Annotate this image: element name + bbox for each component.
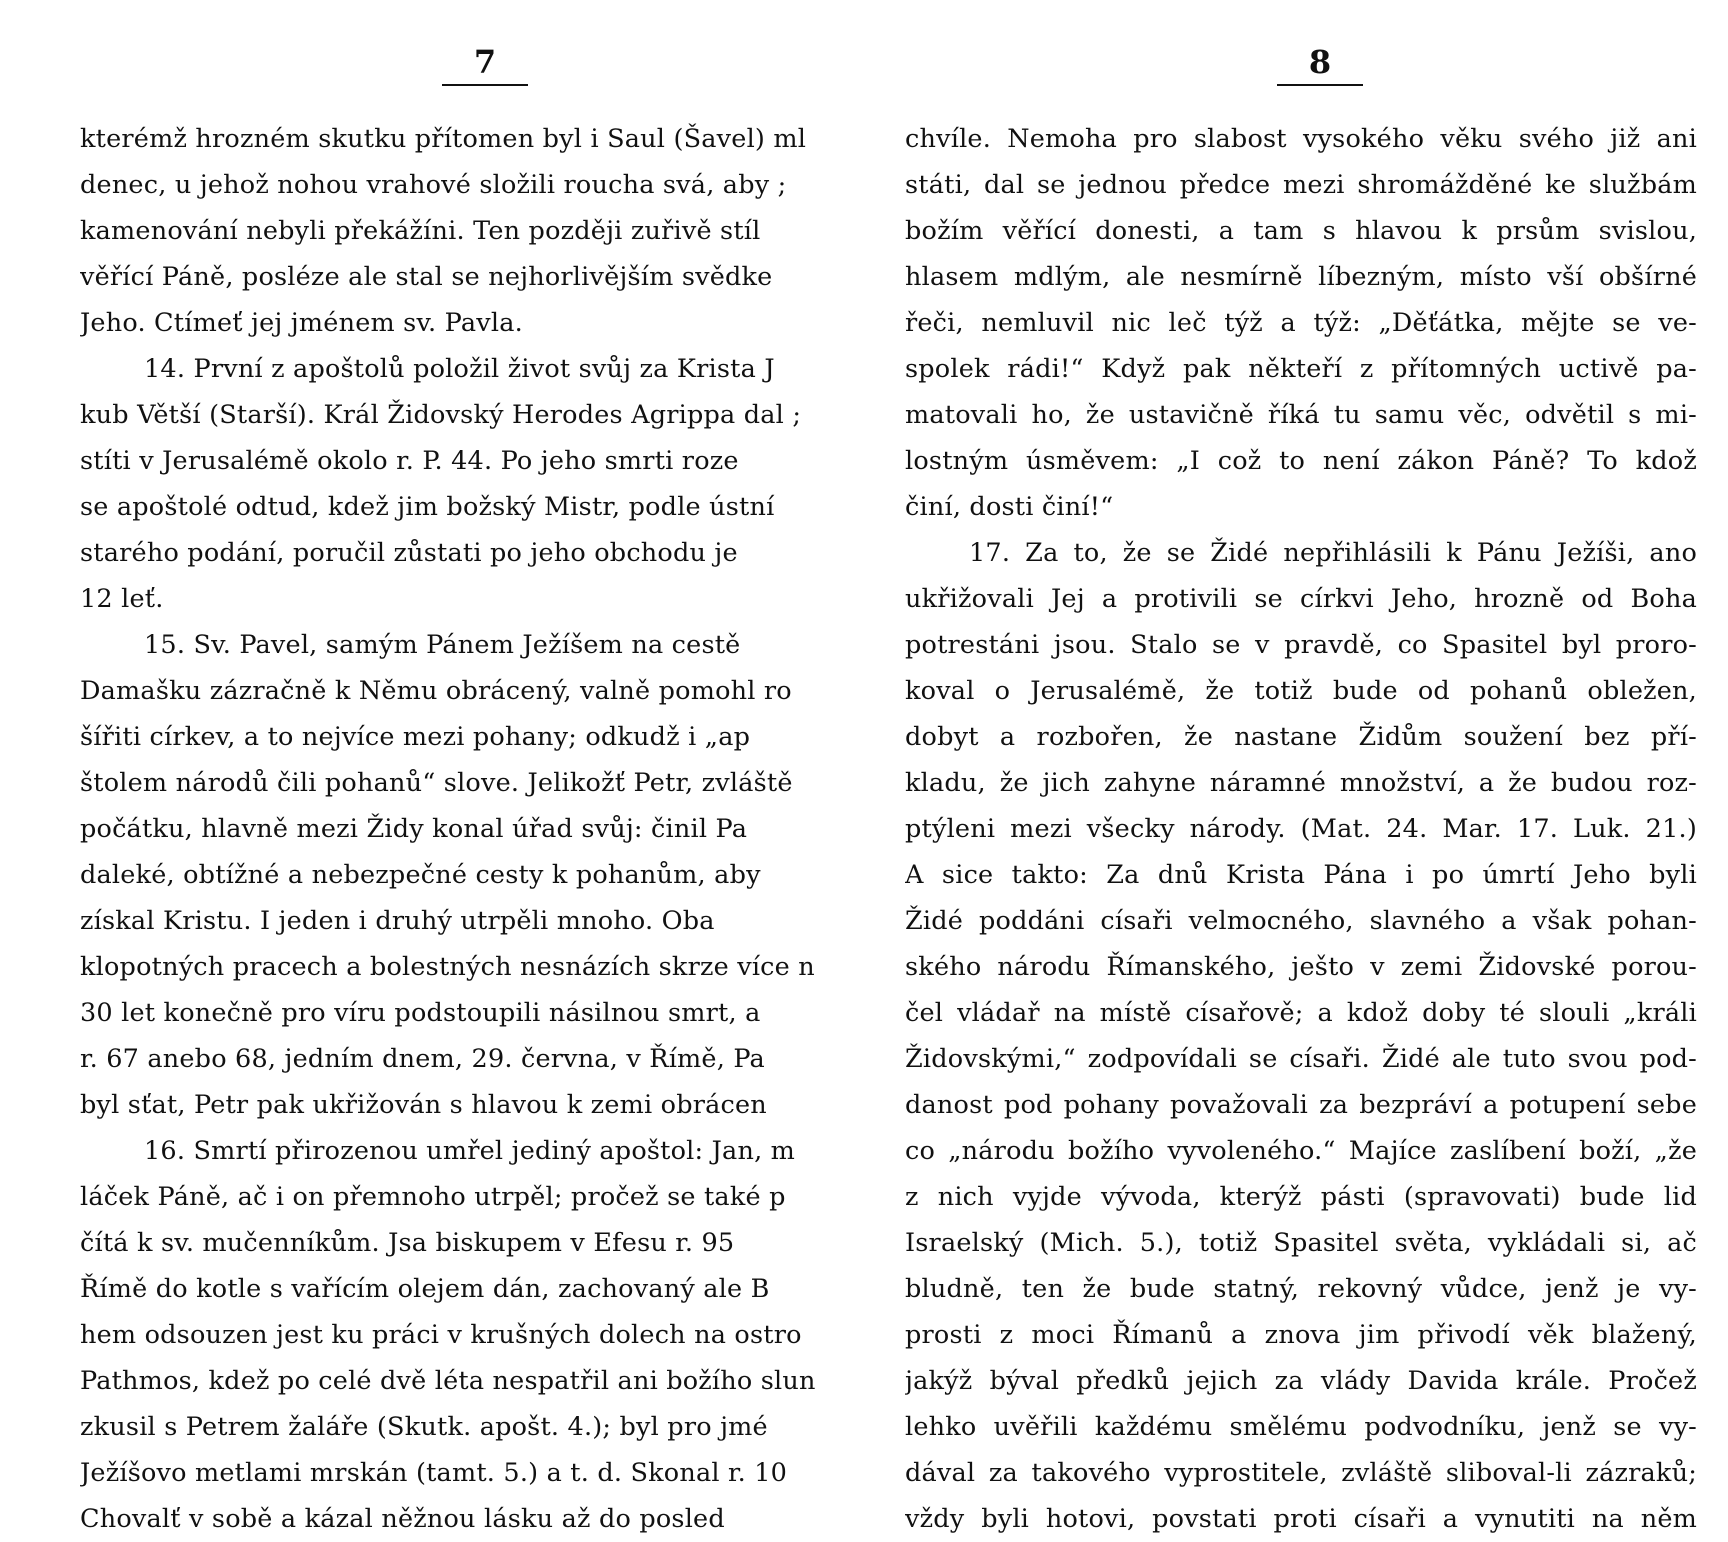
text-line: danost pod pohany považovali za bezpráví a potupení sebe [905,1090,1697,1120]
text-line: věřící Páně, posléze ale stal se nejhorlivějším svědke [80,262,773,292]
text-line: se apoštolé odtud, kdež jim božský Mistr, podle ústní [80,492,775,522]
text-line: z nich vyjde vývoda, kterýž pásti (spravovati) bude lid [905,1182,1697,1212]
text-column [80,116,840,1542]
paragraph-start-line: 15. Sv. Pavel, samým Pánem Ježíšem na cestě [144,630,741,660]
text-line: 30 let konečně pro víru podstoupili násilnou smrt, a [80,998,761,1028]
text-line: A sice takto: Za dnů Krista Pána i po úmrtí Jeho byli [905,860,1697,890]
text-line: kterémž hrozném skutku přítomen byl i Saul (Šavel) ml [80,124,807,154]
text-line: vždy byli hotovi, povstati proti císaři a vynutiti na něm [905,1504,1697,1534]
text-line: lehko uvěřili každému smělému podvodníku, jenž se vy- [905,1412,1697,1442]
text-line: daleké, obtížné a nebezpečné cesty k pohanům, aby [80,860,761,890]
text-line: co „národu božího vyvoleného.“ Majíce zaslíbení boží, „že [905,1136,1697,1166]
text-line: získal Kristu. I jeden i druhý utrpěli mnoho. Oba [80,906,715,936]
text-line: Židovskými,“ zodpovídali se císaři. Židé ale tuto svou pod- [905,1044,1697,1074]
text-line: Židé poddáni císaři velmocného, slavného a však pohan- [905,906,1697,936]
text-line: zkusil s Petrem žaláře (Skutk. apošt. 4.); byl pro jmé [80,1412,768,1442]
text-line: Pathmos, kdež po celé dvě léta nespatřil ani božího slun [80,1366,816,1396]
text-line: kub Větší (Starší). Král Židovský Herodes Agrippa dal ; [80,400,802,430]
text-line: Jeho. Ctímeť jej jménem sv. Pavla. [80,308,523,338]
text-line: ukřižovali Jej a protivili se církvi Jeho, hrozně od Boha [905,584,1697,614]
text-line: bludně, ten že bude statný, rekovný vůdce, jenž je vy- [905,1274,1697,1304]
text-line: čítá k sv. mučenníkům. Jsa biskupem v Efesu r. 95 [80,1228,735,1258]
text-line: lostným úsměvem: „I což to není zákon Páně? To kdož [905,446,1697,476]
text-line: byl sťat, Petr pak ukřižován s hlavou k zemi obrácen [80,1090,767,1120]
text-line: prosti z moci Římanů a znova jim přivodí věk blažený, [905,1320,1697,1350]
paragraph-start-line: 17. Za to, že se Židé nepřihlásili k Pánu Ježíši, ano [969,538,1697,568]
text-line: Damašku zázračně k Němu obrácený, valně pomohl ro [80,676,792,706]
paragraph-start-line: 16. Smrtí přirozenou umřel jediný apoštol: Jan, m [144,1136,796,1166]
text-line: chvíle. Nemoha pro slabost vysokého věku svého již ani [905,124,1697,154]
text-line: kamenování nebyli překážíni. Ten později zuřivě stíl [80,216,761,246]
text-line: hem odsouzen jest ku práci v krušných dolech na ostro [80,1320,802,1350]
text-line: jakýž býval předků jejich za vlády Davida krále. Pročež [905,1366,1697,1396]
text-line: denec, u jehož nohou vrahové složili roucha svá, aby ; [80,170,787,200]
text-line: potrestáni jsou. Stalo se v pravdě, co Spasitel byl proro- [905,630,1697,660]
text-line: r. 67 anebo 68, jedním dnem, 29. června, v Římě, Pa [80,1044,765,1074]
text-line: dobyt a rozbořen, že nastane Židům soužení bez pří- [905,722,1697,752]
text-line: klopotných pracech a bolestných nesnázích skrze více n [80,952,815,982]
page-number-header [1275,42,1365,86]
text-line: řeči, nemluvil nic leč týž a týž: „Děťátka, mějte se ve- [905,308,1697,338]
text-line: koval o Jerusalémě, že totiž bude od pohanů obležen, [905,676,1697,706]
text-line: ptýleni mezi všecky národy. (Mat. 24. Mar. 17. Luk. 21.) [905,814,1697,844]
text-line: šířiti církev, a to nejvíce mezi pohany; odkudž i „ap [80,722,751,752]
text-line: Chovalť v sobě a kázal něžnou lásku až do posled [80,1504,725,1534]
text-line: Israelský (Mich. 5.), totiž Spasitel světa, vykládali si, ač [905,1228,1697,1258]
text-line: matovali ho, že ustavičně říká tu samu věc, odvětil s mi- [905,400,1697,430]
text-line: čel vládař na místě císařově; a kdož doby té slouli „králi [905,998,1697,1028]
text-line: stíti v Jerusalémě okolo r. P. 44. Po jeho smrti roze [80,446,739,476]
text-line: 12 leť. [80,584,164,614]
paragraph-start-line: 14. První z apoštolů položil život svůj za Krista J [144,354,775,384]
page-number: 8 [1308,43,1332,81]
text-line: kladu, že jich zahyne náramné množství, a že budou roz- [905,768,1697,798]
text-line: počátku, hlavně mezi Židy konal úřad svůj: činil Pa [80,814,748,844]
text-line: starého podání, poručil zůstati po jeho obchodu je [80,538,738,568]
page-number: 7 [473,43,497,81]
text-line: božím věřící donesti, a tam s hlavou k prsům svislou, [905,216,1697,246]
text-line: spolek rádi!“ Když pak někteří z přítomných uctivě pa- [905,354,1697,384]
text-line: státi, dal se jednou předce mezi shromážděné ke službám [905,170,1697,200]
text-line: Římě do kotle s vařícím olejem dán, zachovaný ale B [80,1274,770,1304]
text-line: dával za takového vyprostitele, zvláště sliboval-li zázraků; [905,1458,1697,1488]
text-line: láček Páně, ač i on přemnoho utrpěl; pročež se také p [80,1182,786,1212]
paragraph-end-line: činí, dosti činí!“ [905,492,1114,522]
left-page [80,0,840,1534]
text-line: Ježíšovo metlami mrskán (tamt. 5.) a t. d. Skonal r. 10 [80,1458,788,1488]
text-line: hlasem mdlým, ale nesmírně líbezným, místo vší obšírné [905,262,1697,292]
right-page [905,0,1697,1534]
header-rule [442,84,528,86]
text-line: ského národu Římanského, ješto v zemi Židovské porou- [905,952,1697,982]
text-column [905,116,1697,1542]
text-line: štolem národů čili pohanů“ slove. Jelikožť Petr, zvláště [80,768,793,798]
page-number-header [440,42,530,86]
header-rule [1277,84,1363,86]
